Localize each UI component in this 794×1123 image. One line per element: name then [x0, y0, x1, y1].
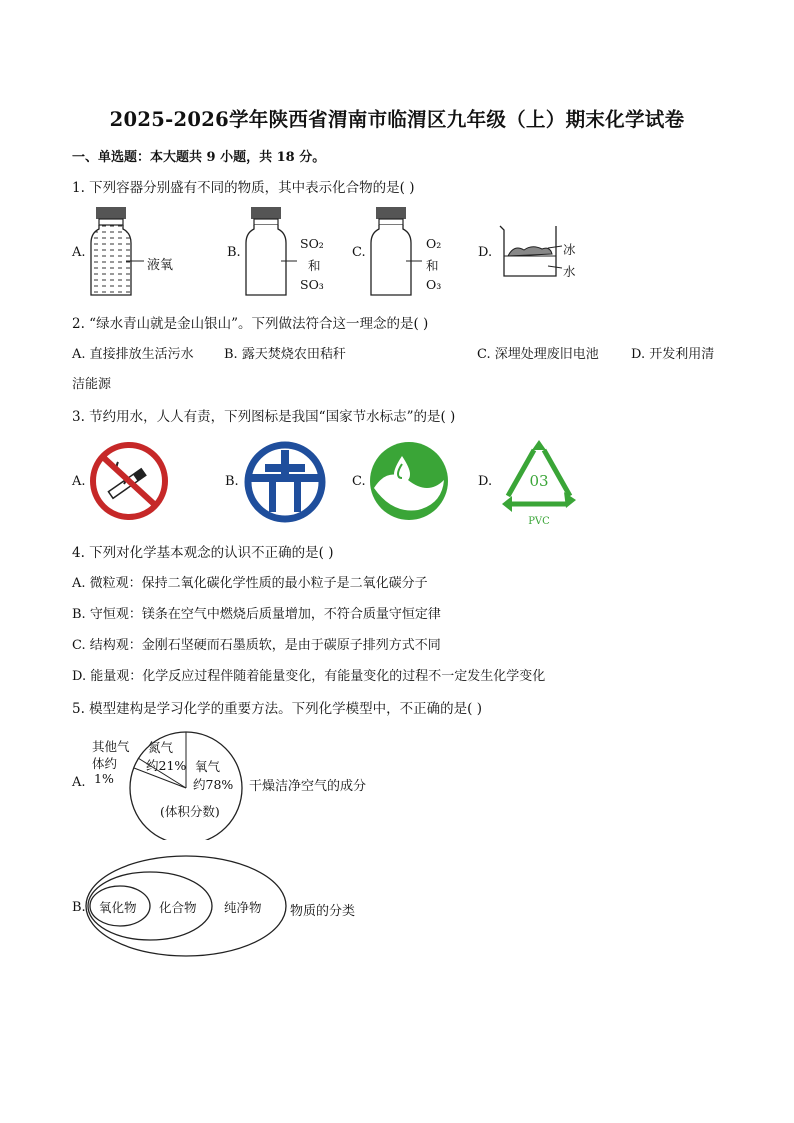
no-smoking-icon [88, 440, 170, 522]
q1-option-b-line1: SO₂ [300, 236, 324, 251]
q2-option-b: B. 露天焚烧农田秸秆 [224, 347, 346, 362]
q2-option-c: C. 深埋处理废旧电池 [477, 347, 599, 362]
recycle-text: PVC [528, 516, 550, 527]
recycle-number: 03 [529, 472, 549, 490]
ellipse-label-pure: 纯净物 [224, 900, 262, 915]
q2-option-d-continued: 洁能源 [72, 377, 112, 392]
q2-stem: 2. “绿水青山就是金山银山”。下列做法符合这一理念的是( ) [72, 316, 429, 332]
q4-option-b: B. 守恒观：镁条在空气中燃烧后质量增加，不符合质量守恒定律 [72, 607, 441, 622]
recycle-icon [494, 434, 584, 528]
q2-option-d: D. 开发利用清 [631, 347, 715, 362]
q5-option-b-caption: 物质的分类 [290, 904, 356, 919]
q1-option-d-label-water: 水 [563, 264, 576, 279]
bottle-cap [96, 207, 126, 219]
energy-saving-icon [243, 440, 327, 524]
q1-option-c-line3: O₃ [426, 277, 442, 292]
q1-option-d-label-ice: 冰 [563, 242, 576, 257]
pie-label-nitrogen-2: 约21% [146, 758, 187, 773]
ellipse-label-oxide: 氧化物 [99, 900, 137, 915]
bottle-body [91, 225, 131, 295]
q5-option-a-caption: 干燥洁净空气的成分 [249, 779, 367, 794]
q4-stem: 4. 下列对化学基本观念的认识不正确的是( ) [72, 545, 334, 561]
q4-option-c: C. 结构观：金刚石坚硬而石墨质软，是由于碳原子排列方式不同 [72, 638, 441, 653]
ice-block [508, 247, 552, 256]
q3-option-d-letter: D. [478, 474, 493, 489]
section-heading: 一、单选题：本大题共 9 小题，共 18 分。 [72, 150, 326, 165]
q1-option-d-letter: D. [478, 245, 493, 260]
q1-option-c-letter: C. [352, 245, 366, 260]
ellipse-label-compound: 化合物 [159, 900, 197, 915]
pie-label-other-3: 1% [94, 771, 114, 786]
q1-option-b-line2: 和 [308, 258, 321, 273]
pie-label-other-1: 其他气 [92, 739, 130, 754]
pie-label-oxygen-1: 氧气 [195, 759, 221, 774]
q5-option-b-letter: B. [72, 900, 86, 915]
q1-option-c-line1: O₂ [426, 236, 442, 251]
q1-option-c-bottle [366, 205, 426, 299]
q2-option-a: A. 直接排放生活污水 [72, 347, 194, 362]
q4-option-a: A. 微粒观：保持二氧化碳化学性质的最小粒子是二氧化碳分子 [72, 576, 428, 591]
q5-option-a-letter: A. [72, 775, 86, 790]
q1-option-c-line2: 和 [426, 258, 439, 273]
q4-option-d: D. 能量观：化学反应过程伴随着能量变化，有能量变化的过程不一定发生化学变化 [72, 669, 546, 684]
q1-option-a-bottle [86, 205, 186, 299]
q1-option-b-letter: B. [227, 245, 241, 260]
q1-option-b-line3: SO₃ [300, 277, 324, 292]
q3-option-c-letter: C. [352, 474, 366, 489]
q3-option-a-letter: A. [72, 474, 86, 489]
page-title: 2025-2026学年陕西省渭南市临渭区九年级（上）期末化学试卷 [109, 108, 685, 131]
q5-stem: 5. 模型建构是学习化学的重要方法。下列化学模型中，不正确的是( ) [72, 701, 482, 717]
q1-option-a-letter: A. [72, 245, 86, 260]
q1-stem: 1. 下列容器分别盛有不同的物质，其中表示化合物的是( ) [72, 180, 415, 196]
water-saving-icon [368, 440, 450, 522]
q1-option-a-label: 液氧 [147, 258, 174, 273]
pie-label-other-2: 体约 [92, 756, 118, 771]
q3-stem: 3. 节约用水，人人有责，下列图标是我国“国家节水标志”的是( ) [72, 409, 456, 425]
q1-option-b-bottle [241, 205, 301, 299]
pie-unit-label: (体积分数) [160, 804, 220, 819]
q3-option-b-letter: B. [225, 474, 239, 489]
pie-label-oxygen-2: 约78% [193, 777, 234, 792]
pie-label-nitrogen-1: 氮气 [148, 740, 174, 755]
